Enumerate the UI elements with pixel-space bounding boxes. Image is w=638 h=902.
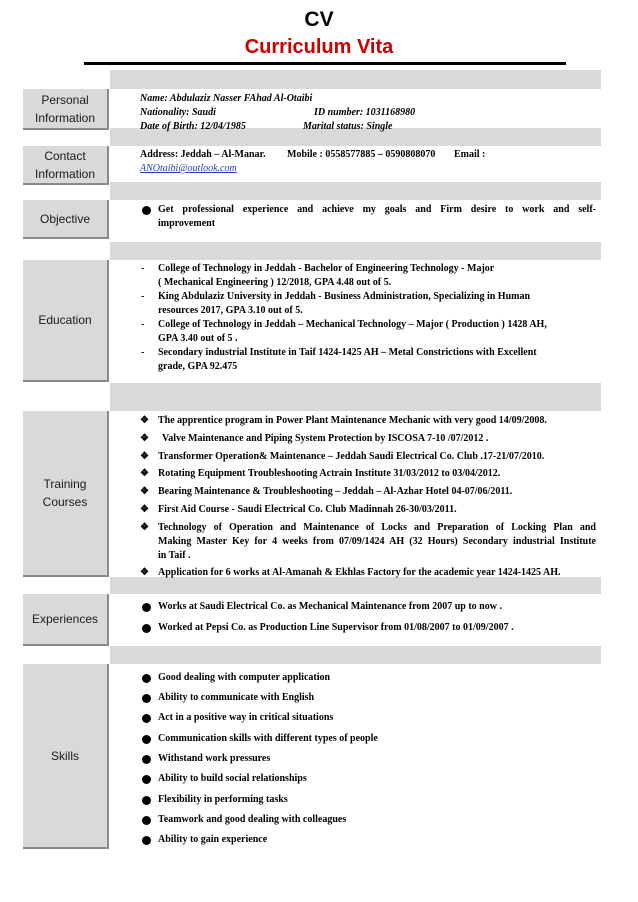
experience-item: Worked at Pepsi Co. as Production Line Supervisor from 01/08/2007 to 01/09/2007 .: [158, 622, 514, 633]
personal-name: Name: Abdulaziz Nasser FAhad Al-Otaibi: [140, 93, 313, 104]
bullet-icon: [142, 775, 151, 784]
contact-mobile: Mobile : 0558577885 – 0590808070: [287, 149, 436, 160]
contact-email-link[interactable]: ANOtaibi@outlook.com: [140, 163, 237, 174]
bullet-icon: [142, 603, 151, 612]
label-contact-information: Contact Information: [23, 146, 109, 185]
bullet-icon: [142, 624, 151, 633]
education-item: Secondary industrial Institute in Taif 1424-1425 AH – Metal Constrictions with Excellent: [158, 347, 537, 358]
training-item: Application for 6 works at Al-Amanah & Ekhlas Factory for the academic year 1424-1425 AH.: [158, 567, 561, 578]
education-item: College of Technology in Jeddah – Mechanical Technology – Major ( Production ) 1428 AH,: [158, 319, 547, 330]
diamond-bullet-icon: ❖: [140, 468, 149, 479]
diamond-bullet-icon: ❖: [140, 451, 149, 462]
contact-email-label: Email :: [454, 149, 486, 160]
experience-item: Works at Saudi Electrical Co. as Mechanical Maintenance from 2007 up to now .: [158, 601, 502, 612]
label-education: Education: [23, 260, 109, 382]
bullet-icon: [142, 674, 151, 683]
section-divider-band: [110, 70, 601, 89]
skill-item: Ability to communicate with English: [158, 692, 315, 703]
skill-item: Communication skills with different types of people: [158, 733, 378, 744]
education-item: College of Technology in Jeddah - Bachelor of Engineering Technology - Major: [158, 263, 495, 274]
training-item: in Taif .: [158, 550, 191, 561]
training-item: Rotating Equipment Troubleshooting Actrain Institute 31/03/2012 to 03/04/2012.: [158, 468, 501, 479]
dash-icon: -: [141, 347, 145, 358]
personal-nationality: Nationality: Saudi: [140, 107, 216, 118]
diamond-bullet-icon: ❖: [140, 567, 149, 578]
label-objective: Objective: [23, 200, 109, 239]
diamond-bullet-icon: ❖: [140, 522, 149, 533]
skill-item: Good dealing with computer application: [158, 672, 331, 683]
skill-item: Act in a positive way in critical situations: [158, 712, 334, 723]
skill-item: Ability to build social relationships: [158, 773, 307, 784]
section-divider-band: [110, 242, 601, 260]
dash-icon: -: [141, 319, 145, 330]
bullet-icon: [142, 206, 151, 215]
bullet-icon: [142, 714, 151, 723]
diamond-bullet-icon: ❖: [140, 433, 149, 444]
skill-item: Ability to gain experience: [158, 834, 268, 845]
education-item: King Abdulaziz University in Jeddah - Business Administration, Specializing in Human: [158, 291, 531, 302]
cv-heading: CV: [304, 8, 334, 31]
cv-subtitle: Curriculum Vita: [244, 36, 394, 58]
diamond-bullet-icon: ❖: [140, 415, 149, 426]
label-training-courses: Training Courses: [23, 411, 109, 577]
personal-id-number: ID number: 1031168980: [314, 107, 416, 118]
skill-item: Flexibility in performing tasks: [158, 794, 288, 805]
training-item: First Aid Course - Saudi Electrical Co. Club Madinnah 26-30/03/2011.: [158, 504, 457, 515]
dash-icon: -: [141, 263, 145, 274]
bullet-icon: [142, 694, 151, 703]
education-item: resources 2017, GPA 3.10 out of 5.: [158, 305, 303, 316]
training-item: Making Master Key for 4 weeks from 07/09/1424 AH (32 Hours) Secondary industrial Institute: [158, 536, 596, 547]
objective-line: Get professional experience and achieve my goals and Firm desire to work and self-: [158, 204, 596, 215]
header-rule: [84, 62, 566, 65]
bullet-icon: [142, 755, 151, 764]
section-divider-band: [110, 182, 601, 200]
skill-item: Withstand work pressures: [158, 753, 271, 764]
skill-item: Teamwork and good dealing with colleagues: [158, 814, 347, 825]
label-personal-information: Personal Information: [23, 89, 109, 130]
training-item: Transformer Operation& Maintenance – Jeddah Saudi Electrical Co. Club .17-21/07/2010.: [158, 451, 545, 462]
bullet-icon: [142, 816, 151, 825]
section-divider-band: [110, 383, 601, 411]
training-item: Valve Maintenance and Piping System Protection by ISCOSA 7-10 /07/2012 .: [162, 433, 489, 444]
label-experiences: Experiences: [23, 594, 109, 646]
section-divider-band: [110, 646, 601, 664]
personal-date-of-birth: Date of Birth: 12/04/1985: [140, 121, 246, 132]
education-item: grade, GPA 92.475: [158, 361, 238, 372]
education-item: GPA 3.40 out of 5 .: [158, 333, 238, 344]
bullet-icon: [142, 796, 151, 805]
bullet-icon: [142, 836, 151, 845]
training-item: Technology of Operation and Maintenance of Locks and Preparation of Locking Plan and: [158, 522, 596, 533]
bullet-icon: [142, 735, 151, 744]
objective-line: improvement: [158, 218, 216, 229]
diamond-bullet-icon: ❖: [140, 486, 149, 497]
dash-icon: -: [141, 291, 145, 302]
education-item: ( Mechanical Engineering ) 12/2018, GPA 4.48 out of 5.: [158, 277, 392, 288]
training-item: Bearing Maintenance & Troubleshooting – Jeddah – Al-Azhar Hotel 04-07/06/2011.: [158, 486, 513, 497]
training-item: The apprentice program in Power Plant Maintenance Mechanic with very good 14/09/2008.: [158, 415, 547, 426]
diamond-bullet-icon: ❖: [140, 504, 149, 515]
contact-address: Address: Jeddah – Al-Manar.: [140, 149, 266, 160]
label-skills: Skills: [23, 664, 109, 849]
personal-marital-status: Marital status: Single: [303, 121, 393, 132]
